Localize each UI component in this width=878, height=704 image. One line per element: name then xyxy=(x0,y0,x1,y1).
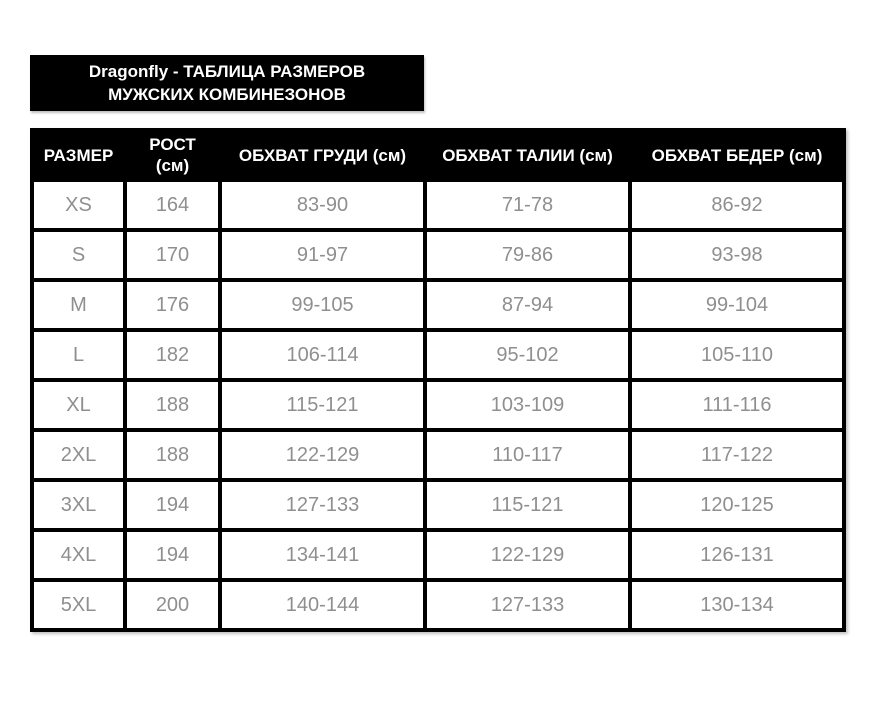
chest-cell: 99-105 xyxy=(220,280,425,330)
size-cell: 4XL xyxy=(32,530,125,580)
waist-cell: 95-102 xyxy=(425,330,630,380)
chest-cell: 122-129 xyxy=(220,430,425,480)
column-header-chest: ОБХВАТ ГРУДИ (см) xyxy=(220,130,425,180)
table-row xyxy=(32,280,844,330)
size-cell: 3XL xyxy=(32,480,125,530)
height-cell: 182 xyxy=(125,330,220,380)
chest-cell: 127-133 xyxy=(220,480,425,530)
size-table-body xyxy=(32,180,844,630)
waist-cell: 71-78 xyxy=(425,180,630,230)
size-table-header xyxy=(32,130,844,180)
waist-cell: 103-109 xyxy=(425,380,630,430)
title-banner-line1: Dragonfly - ТАБЛИЦА РАЗМЕРОВ xyxy=(88,62,366,81)
table-row xyxy=(32,430,844,480)
waist-cell: 115-121 xyxy=(425,480,630,530)
chest-cell: 134-141 xyxy=(220,530,425,580)
hips-cell: 86-92 xyxy=(630,180,844,230)
waist-cell: 79-86 xyxy=(425,230,630,280)
hips-cell: 111-116 xyxy=(630,380,844,430)
height-cell: 194 xyxy=(125,480,220,530)
waist-cell: 110-117 xyxy=(425,430,630,480)
column-header-hips: ОБХВАТ БЕДЕР (см) xyxy=(630,130,844,180)
chest-cell: 91-97 xyxy=(220,230,425,280)
header-row xyxy=(32,130,844,180)
hips-cell: 126-131 xyxy=(630,530,844,580)
size-cell: 2XL xyxy=(32,430,125,480)
hips-cell: 105-110 xyxy=(630,330,844,380)
column-header-waist: ОБХВАТ ТАЛИИ (см) xyxy=(425,130,630,180)
height-cell: 188 xyxy=(125,380,220,430)
size-cell: M xyxy=(32,280,125,330)
height-cell: 170 xyxy=(125,230,220,280)
table-row xyxy=(32,180,844,230)
chest-cell: 140-144 xyxy=(220,580,425,630)
hips-cell: 120-125 xyxy=(630,480,844,530)
size-cell: 5XL xyxy=(32,580,125,630)
column-header-height-line1: РОСТ xyxy=(149,135,196,154)
table-row xyxy=(32,580,844,630)
waist-cell: 122-129 xyxy=(425,530,630,580)
height-cell: 176 xyxy=(125,280,220,330)
size-cell: S xyxy=(32,230,125,280)
title-banner xyxy=(30,55,424,111)
table-row xyxy=(32,330,844,380)
table-row xyxy=(32,480,844,530)
height-cell: 164 xyxy=(125,180,220,230)
table-row xyxy=(32,380,844,430)
size-cell: L xyxy=(32,330,125,380)
column-header-size: РАЗМЕР xyxy=(32,130,125,180)
table-row xyxy=(32,530,844,580)
chest-cell: 106-114 xyxy=(220,330,425,380)
size-cell: XS xyxy=(32,180,125,230)
hips-cell: 99-104 xyxy=(630,280,844,330)
size-cell: XL xyxy=(32,380,125,430)
waist-cell: 87-94 xyxy=(425,280,630,330)
column-header-height xyxy=(125,130,220,180)
size-table xyxy=(30,128,846,632)
table-row xyxy=(32,230,844,280)
title-banner-line2: МУЖСКИХ КОМБИНЕЗОНОВ xyxy=(108,85,346,104)
height-cell: 194 xyxy=(125,530,220,580)
chest-cell: 115-121 xyxy=(220,380,425,430)
hips-cell: 130-134 xyxy=(630,580,844,630)
height-cell: 188 xyxy=(125,430,220,480)
height-cell: 200 xyxy=(125,580,220,630)
chest-cell: 83-90 xyxy=(220,180,425,230)
hips-cell: 117-122 xyxy=(630,430,844,480)
hips-cell: 93-98 xyxy=(630,230,844,280)
column-header-height-line2: (см) xyxy=(155,156,190,175)
waist-cell: 127-133 xyxy=(425,580,630,630)
